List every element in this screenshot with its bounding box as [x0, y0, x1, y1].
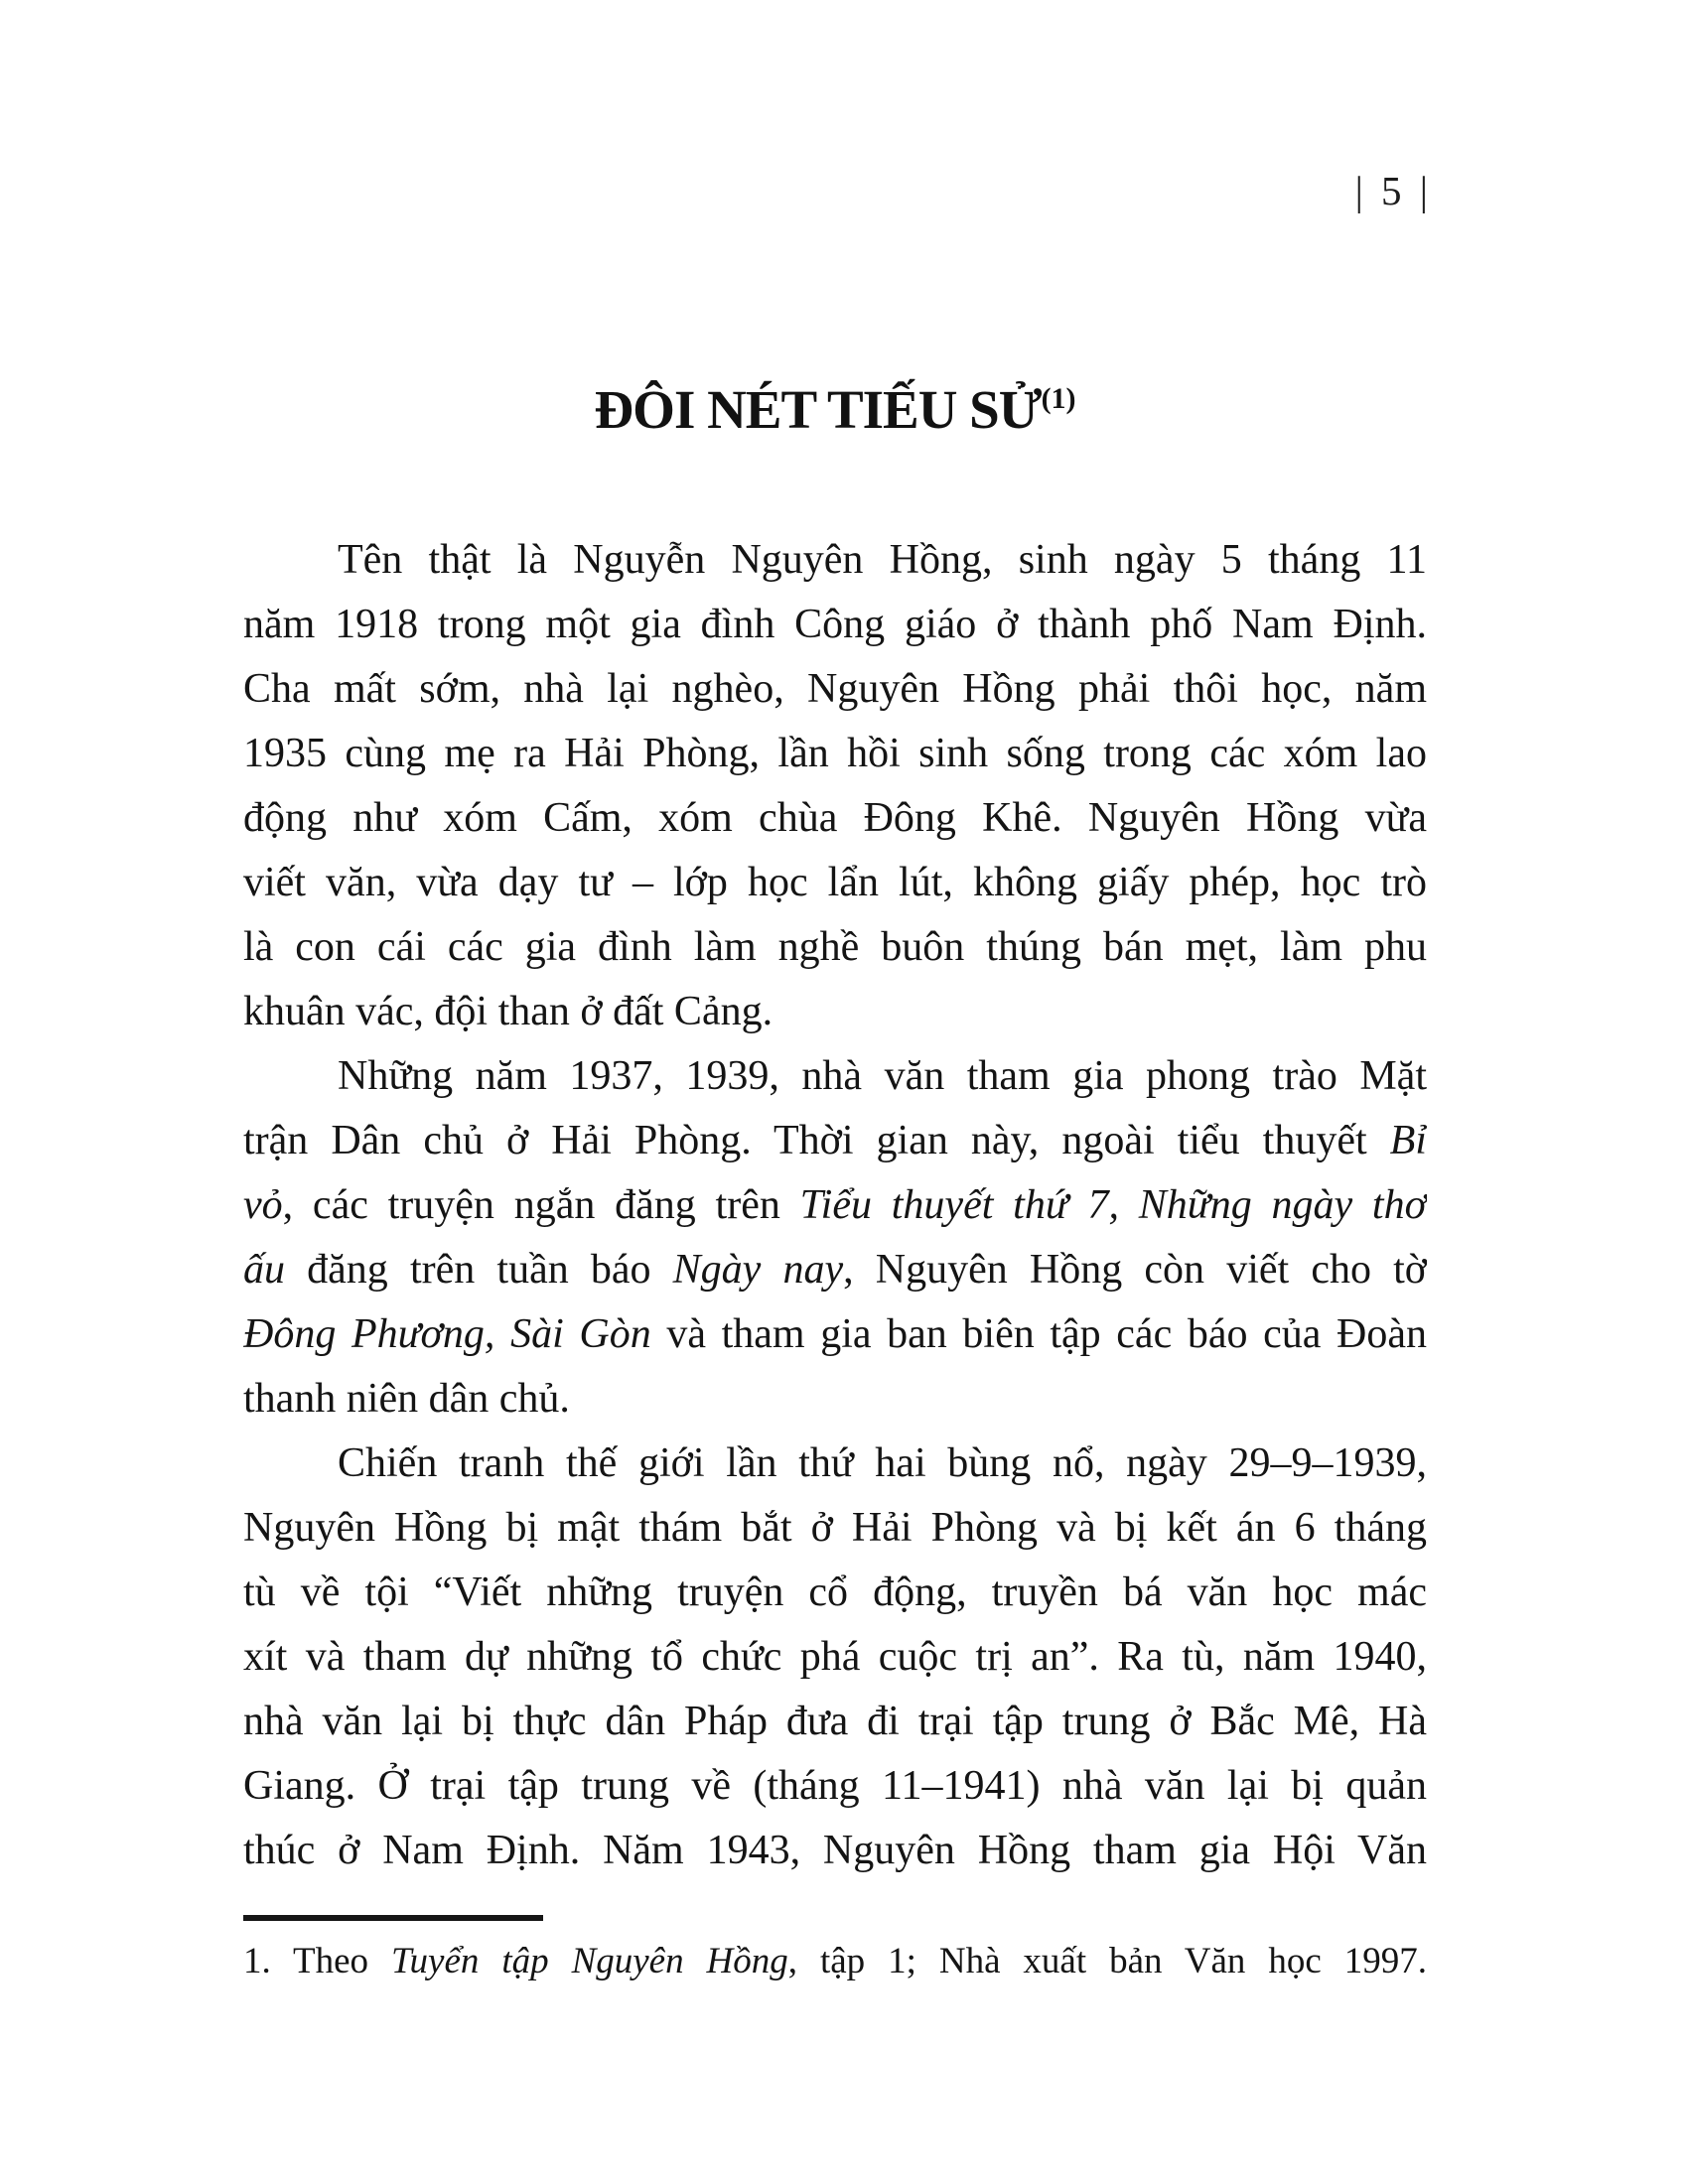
- text-run: thúc ở Nam Định. Năm 1943, Nguyên Hồng tham gia Hội Văn: [243, 1828, 1427, 1873]
- text-line: [243, 1173, 1427, 1238]
- page-number: | 5 |: [1354, 168, 1432, 213]
- text-run: Giang. Ở trại tập trung về (tháng 11–1941) nhà văn lại bị quản: [243, 1763, 1427, 1809]
- text-run: đăng trên tuần báo: [285, 1247, 673, 1293]
- text-run: xít và tham dự những tổ chức phá cuộc trị an”. Ra tù, năm 1940,: [243, 1634, 1427, 1680]
- italic-text-run: Những ngày thơ: [1138, 1182, 1427, 1228]
- text-line: [243, 1367, 1427, 1432]
- text-line: [243, 980, 1427, 1044]
- text-run: động như xóm Cấm, xóm chùa Đông Khê. Nguyên Hồng vừa: [243, 795, 1427, 841]
- text-run: thanh niên dân chủ.: [243, 1376, 570, 1422]
- footnote-text: [243, 1936, 1427, 1987]
- text-run: , các truyện ngắn đăng trên: [282, 1182, 800, 1228]
- body-text: [243, 528, 1427, 1883]
- italic-text-run: Đông Phương, Sài Gòn: [243, 1311, 651, 1357]
- text-run: Chiến tranh thế giới lần thứ hai bùng nổ, ngày 29–9–1939,: [338, 1440, 1427, 1486]
- text-line: [243, 1561, 1427, 1625]
- italic-text-run: Tuyển tập Nguyên Hồng: [391, 1941, 788, 1981]
- text-run: tù về tội “Viết những truyện cổ động, truyền bá văn học mác: [243, 1570, 1427, 1615]
- text-run: 1935 cùng mẹ ra Hải Phòng, lần hồi sinh sống trong các xóm lao: [243, 731, 1427, 776]
- text-run: 1. Theo: [243, 1941, 392, 1981]
- text-run: viết văn, vừa dạy tư – lớp học lẩn lút, không giấy phép, học trò: [243, 860, 1427, 905]
- italic-text-run: Tiểu thuyết thứ 7,: [799, 1182, 1120, 1228]
- italic-text-run: Bỉ: [1389, 1118, 1427, 1163]
- text-line: [243, 786, 1427, 851]
- footnote-reference: (1): [1041, 382, 1076, 415]
- text-line: [243, 1625, 1427, 1690]
- text-run: trận Dân chủ ở Hải Phòng. Thời gian này, ngoài tiểu thuyết: [243, 1118, 1390, 1163]
- text-run: , Nguyên Hồng còn viết cho tờ: [843, 1247, 1427, 1293]
- text-line: [243, 1238, 1427, 1302]
- text-run: Nguyên Hồng bị mật thám bắt ở Hải Phòng và bị kết án 6 tháng: [243, 1505, 1427, 1551]
- text-line: [243, 1044, 1427, 1109]
- text-line: [243, 528, 1427, 593]
- text-line: [243, 593, 1427, 657]
- text-run: [1119, 1182, 1139, 1228]
- text-line: [243, 722, 1427, 786]
- italic-text-run: ấu: [243, 1247, 285, 1293]
- text-line: [243, 1302, 1427, 1367]
- text-line: [243, 1754, 1427, 1819]
- text-line: [243, 657, 1427, 722]
- text-run: Những năm 1937, 1939, nhà văn tham gia phong trào Mặt: [338, 1053, 1427, 1099]
- text-run: nhà văn lại bị thực dân Pháp đưa đi trại tập trung ở Bắc Mê, Hà: [243, 1699, 1427, 1744]
- text-line: [243, 1432, 1427, 1496]
- text-line: [243, 1690, 1427, 1754]
- text-run: khuân vác, đội than ở đất Cảng.: [243, 989, 774, 1034]
- text-run: , tập 1; Nhà xuất bản Văn học 1997.: [787, 1941, 1427, 1981]
- text-line: [243, 1109, 1427, 1173]
- footnote-rule: [243, 1915, 543, 1921]
- text-run: và tham gia ban biên tập các báo của Đoàn: [650, 1311, 1427, 1357]
- italic-text-run: vỏ: [243, 1182, 283, 1228]
- text-run: năm 1918 trong một gia đình Công giáo ở thành phố Nam Định.: [243, 602, 1427, 647]
- text-run: là con cái các gia đình làm nghề buôn thúng bán mẹt, làm phu: [243, 924, 1427, 970]
- text-line: [243, 915, 1427, 980]
- italic-text-run: Ngày nay: [672, 1247, 844, 1293]
- text-run: Tên thật là Nguyễn Nguyên Hồng, sinh ngày 5 tháng 11: [338, 537, 1427, 583]
- chapter-title: [243, 371, 1427, 458]
- text-line: [243, 1819, 1427, 1883]
- text-line: [243, 1496, 1427, 1561]
- text-run: Cha mất sớm, nhà lại nghèo, Nguyên Hồng phải thôi học, năm: [243, 666, 1427, 712]
- text-line: [243, 851, 1427, 915]
- chapter-title-text: ĐÔI NÉT TIẾU SỬ: [594, 379, 1042, 440]
